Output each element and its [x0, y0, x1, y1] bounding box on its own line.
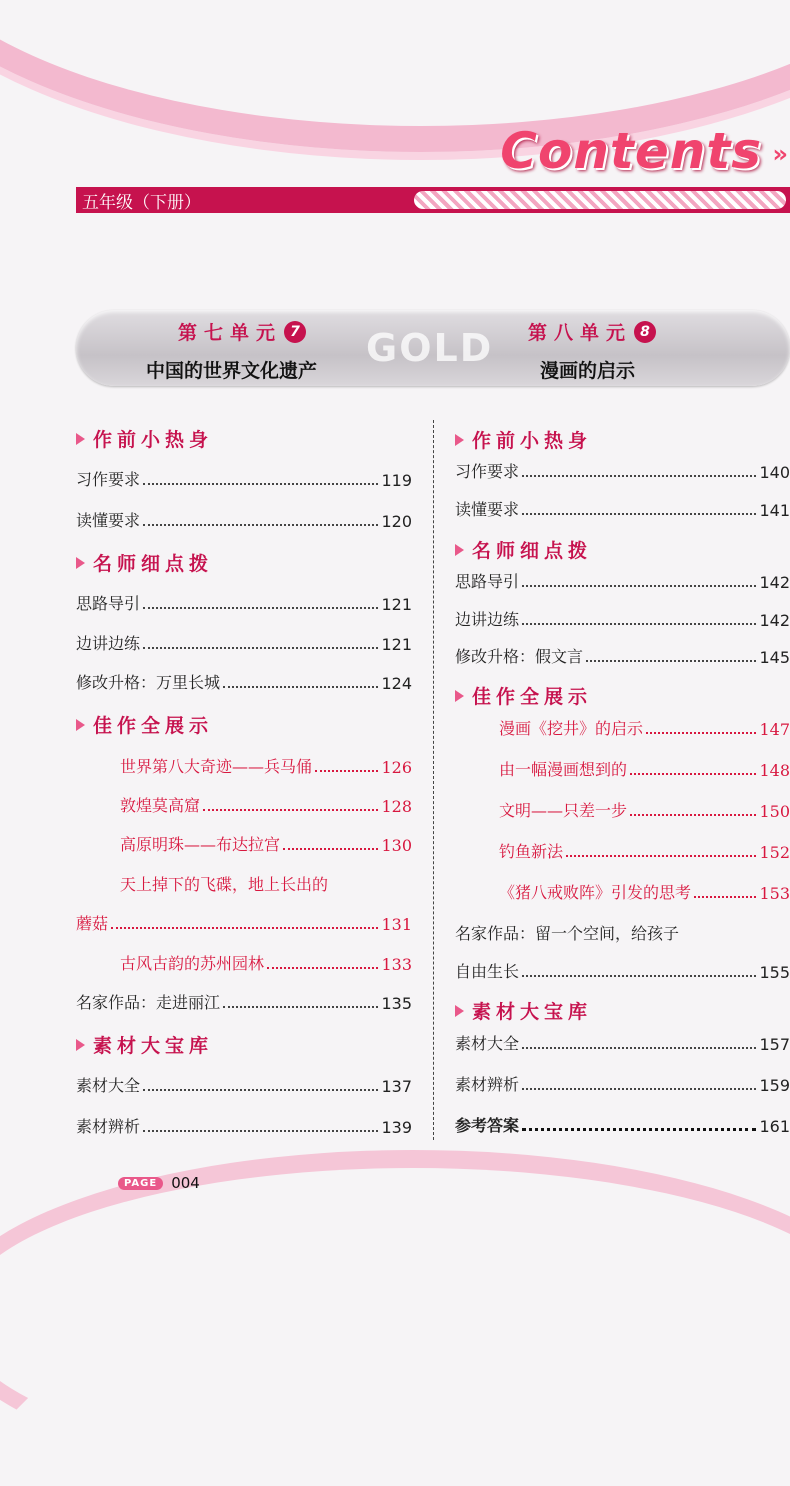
toc-entry[interactable]: [455, 606, 790, 630]
grade-bar: [76, 187, 790, 213]
toc-entry[interactable]: [76, 507, 412, 531]
triangle-bullet-icon: [76, 719, 85, 731]
section-heading-label: 素材大宝库: [472, 1001, 593, 1023]
entry-page: 141: [759, 501, 790, 520]
entry-title: 名家作品：走进丽江: [76, 993, 221, 1012]
entry-title: 由一幅漫画想到的: [499, 760, 628, 779]
section-heading-materials: [455, 997, 592, 1024]
toc-entry[interactable]: [455, 1071, 790, 1095]
units-banner: [76, 310, 790, 386]
entry-title: 天上掉下的飞碟，地上长出的: [120, 875, 329, 894]
toc-entry-line1[interactable]: [455, 920, 790, 944]
entry-page: 121: [381, 635, 412, 654]
entry-title: 《猪八戒败阵》引发的思考: [499, 883, 692, 902]
entry-title: 素材辨析: [76, 1117, 141, 1136]
entry-page: 119: [381, 471, 412, 490]
section-heading-label: 作前小热身: [472, 430, 593, 452]
toc-entry[interactable]: [76, 1113, 412, 1137]
toc-entry[interactable]: [455, 568, 790, 592]
dot-leader: [203, 809, 378, 811]
entry-page: 128: [381, 797, 412, 816]
entry-page: 126: [381, 758, 412, 777]
toc-entry-essay-line2[interactable]: [76, 910, 412, 934]
double-chevron-icon: »: [772, 140, 788, 168]
section-heading-label: 佳作全展示: [93, 715, 214, 737]
entry-title: 高原明珠——布达拉宫: [120, 835, 281, 854]
unit-eight-label: 第八单元: [528, 322, 633, 344]
section-heading-label: 素材大宝库: [93, 1035, 214, 1057]
section-heading-coaching: [455, 536, 592, 563]
toc-entry-essay[interactable]: [76, 950, 412, 974]
dot-leader: [522, 513, 756, 515]
entry-title: 读懂要求: [76, 511, 141, 530]
section-heading-warmup: [455, 426, 592, 453]
page-footer: [118, 1174, 200, 1192]
toc-entry-line2[interactable]: [455, 958, 790, 982]
entry-title: 习作要求: [455, 462, 520, 481]
unit-seven-number-badge: 7: [284, 321, 306, 343]
column-divider: [433, 420, 434, 1140]
toc-entry[interactable]: [76, 590, 412, 614]
dot-leader: [143, 524, 378, 526]
dot-leader: [630, 773, 756, 775]
toc-entry-essay[interactable]: [455, 715, 790, 739]
dot-leader: [267, 967, 378, 969]
triangle-bullet-icon: [455, 434, 464, 446]
entry-page: 135: [381, 994, 412, 1013]
entry-title: 思路导引: [455, 572, 520, 591]
entry-page: 159: [759, 1076, 790, 1095]
triangle-bullet-icon: [76, 433, 85, 445]
triangle-bullet-icon: [455, 690, 464, 702]
section-heading-label: 佳作全展示: [472, 686, 593, 708]
entry-page: 140: [759, 463, 790, 482]
entry-title-continued: 自由生长: [455, 962, 520, 981]
entry-title: 素材大全: [455, 1034, 520, 1053]
entry-page: 155: [759, 963, 790, 982]
toc-entry[interactable]: [455, 643, 790, 667]
entry-page: 131: [381, 915, 412, 934]
contents-title: Contents: [500, 122, 762, 180]
entry-title: 边讲边练: [76, 634, 141, 653]
dot-leader: [223, 686, 378, 688]
dot-leader: [586, 660, 756, 662]
entry-title: 边讲边练: [455, 610, 520, 629]
entry-page: 139: [381, 1118, 412, 1137]
gold-watermark: GOLD: [366, 326, 494, 370]
dot-leader: [522, 623, 756, 625]
entry-page: 133: [381, 955, 412, 974]
dot-leader: [630, 814, 756, 816]
unit-seven-label: 第七单元: [178, 322, 283, 344]
entry-page: 137: [381, 1077, 412, 1096]
toc-entry-essay[interactable]: [76, 753, 412, 777]
dot-leader: [522, 975, 756, 977]
section-heading-showcase: [76, 711, 213, 738]
dot-leader: [522, 1047, 756, 1049]
toc-entry[interactable]: [455, 1030, 790, 1054]
decorative-arc-bottom: [0, 1150, 790, 1486]
section-heading-coaching: [76, 549, 213, 576]
dot-leader: [143, 647, 378, 649]
dot-leader: [143, 607, 378, 609]
entry-page: 130: [381, 836, 412, 855]
dot-leader: [522, 585, 756, 587]
toc-entry-essay[interactable]: [76, 831, 412, 855]
unit-eight-title[interactable]: 漫画的启示: [540, 360, 636, 382]
entry-page: 145: [759, 648, 790, 667]
entry-page: 147: [759, 720, 790, 739]
entry-page: 148: [759, 761, 790, 780]
unit-eight-heading[interactable]: [528, 318, 656, 345]
section-heading-materials: [76, 1031, 213, 1058]
triangle-bullet-icon: [76, 557, 85, 569]
section-heading-label: 名师细点拨: [472, 540, 593, 562]
entry-page: 121: [381, 595, 412, 614]
entry-page: 124: [381, 674, 412, 693]
dot-leader: [566, 855, 756, 857]
section-heading-label: 作前小热身: [93, 429, 214, 451]
dot-leader: [143, 483, 378, 485]
grade-label: 五年级（下册）: [82, 192, 201, 213]
entry-title: 读懂要求: [455, 500, 520, 519]
entry-page: 150: [759, 802, 790, 821]
entry-page: 120: [381, 512, 412, 531]
entry-title: 修改升格：假文言: [455, 647, 584, 666]
section-heading-label: 名师细点拨: [93, 553, 214, 575]
entry-title: 思路导引: [76, 594, 141, 613]
entry-title: 钓鱼新法: [499, 842, 564, 861]
entry-page: 161: [759, 1117, 790, 1136]
entry-title: 文明——只差一步: [499, 801, 628, 820]
toc-entry[interactable]: [76, 466, 412, 490]
entry-title: 敦煌莫高窟: [120, 796, 201, 815]
dot-leader: [223, 1006, 378, 1008]
toc-entry-answers[interactable]: [455, 1112, 790, 1136]
section-heading-showcase: [455, 682, 592, 709]
entry-title: 习作要求: [76, 470, 141, 489]
entry-title: 参考答案: [455, 1116, 520, 1135]
toc-entry[interactable]: [76, 630, 412, 654]
toc-entry-essay[interactable]: [455, 756, 790, 780]
toc-entry[interactable]: [455, 496, 790, 520]
entry-title-continued: 蘑菇: [76, 914, 109, 933]
toc-entry-essay-line1[interactable]: [76, 871, 412, 895]
dot-leader: [143, 1130, 378, 1132]
dot-leader: [111, 927, 378, 929]
dot-leader: [522, 1088, 756, 1090]
toc-entry[interactable]: [76, 1072, 412, 1096]
unit-seven-heading[interactable]: [178, 318, 306, 345]
toc-entry-essay[interactable]: [76, 792, 412, 816]
section-heading-warmup: [76, 425, 213, 452]
triangle-bullet-icon: [76, 1039, 85, 1051]
entry-page: 152: [759, 843, 790, 862]
entry-title: 名家作品：留一个空间，给孩子: [455, 924, 680, 943]
toc-entry[interactable]: [76, 669, 412, 693]
unit-seven-title[interactable]: 中国的世界文化遗产: [146, 360, 318, 382]
toc-entry-essay[interactable]: [455, 838, 790, 862]
entry-title: 古风古韵的苏州园林: [120, 954, 265, 973]
triangle-bullet-icon: [455, 544, 464, 556]
entry-page: 142: [759, 573, 790, 592]
dot-leader: [143, 1089, 378, 1091]
entry-title: 素材辨析: [455, 1075, 520, 1094]
toc-entry-essay[interactable]: [455, 797, 790, 821]
entry-page: 153: [759, 884, 790, 903]
striped-decoration: [414, 191, 786, 209]
entry-title: 素材大全: [76, 1076, 141, 1095]
dot-leader: [646, 732, 756, 734]
toc-entry-essay[interactable]: [455, 879, 790, 903]
entry-title: 漫画《挖井》的启示: [499, 719, 644, 738]
entry-title: 世界第八大奇迹——兵马俑: [120, 757, 313, 776]
dot-leader: [522, 475, 756, 477]
page-badge: PAGE: [118, 1177, 163, 1190]
entry-page: 142: [759, 611, 790, 630]
entry-title: 修改升格：万里长城: [76, 673, 221, 692]
dot-leader: [283, 848, 378, 850]
dot-leader: [694, 896, 756, 898]
unit-eight-number-badge: 8: [634, 321, 656, 343]
dot-leader: [315, 770, 378, 772]
triangle-bullet-icon: [455, 1005, 464, 1017]
toc-entry[interactable]: [76, 989, 412, 1013]
page-number: 004: [171, 1174, 200, 1192]
toc-entry[interactable]: [455, 458, 790, 482]
entry-page: 157: [759, 1035, 790, 1054]
dot-leader: [522, 1128, 756, 1131]
